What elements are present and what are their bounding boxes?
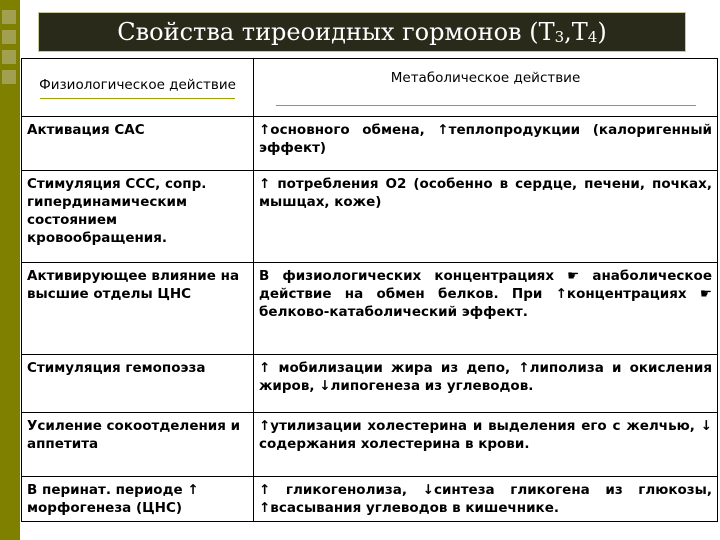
table-row (22, 117, 718, 171)
slide-title-text: Свойства тиреоидных гормонов $(Т_3,Т_4)$ (117, 18, 607, 46)
metab-cell: ↑ гликогенолиза, ↓синтеза гликогена из глюкозы, ↑всасывания углеводов в кишечнике. (254, 477, 718, 522)
metab-cell: ↑ мобилизации жира из депо, ↑липолиза и окисления жиров, ↓липогенеза из углеводов. (254, 355, 718, 413)
metab-cell: ↑основного обмена, ↑теплопродукции (калоригенный эффект) (254, 117, 718, 171)
metab-cell: В физиологических концентрациях ☛ анаболическое действие на обмен белков. При ↑концентрациях ☛ белково-катаболический эффект. (254, 263, 718, 355)
table-row (22, 413, 718, 477)
header-physiological (22, 59, 254, 117)
metab-cell: ↑утилизации холестерина и выделения его с желчью, ↓ содержания холестерина в крови. (254, 413, 718, 477)
table-row (22, 477, 718, 522)
metab-cell: ↑ потребления О2 (особенно в сердце, печени, почках, мышцах, коже) (254, 171, 718, 263)
slide-title (38, 12, 686, 52)
left-decorative-stripe (0, 0, 20, 540)
header-underline (276, 105, 696, 106)
table-row (22, 355, 718, 413)
physio-cell: Усиление сокоотделения и аппетита (22, 413, 254, 477)
header-metabolic (254, 59, 718, 117)
table-header-row (22, 59, 718, 117)
physio-cell: Стимуляция гемопоэза (22, 355, 254, 413)
physio-cell: Активация САС (22, 117, 254, 171)
physio-cell: Активирующее влияние на высшие отделы ЦНС (22, 263, 254, 355)
header-physiological-label: Физиологическое действие (39, 77, 236, 93)
table-row (22, 171, 718, 263)
physio-cell: Стимуляция ССС, сопр. гипердинамическим состоянием кровообращения. (22, 171, 254, 263)
hormone-properties-table (21, 58, 718, 522)
table-row (22, 263, 718, 355)
header-underline (40, 98, 235, 99)
physio-cell: В перинат. периоде ↑ морфогенеза (ЦНС) (22, 477, 254, 522)
header-metabolic-label: Метаболическое действие (390, 70, 581, 86)
